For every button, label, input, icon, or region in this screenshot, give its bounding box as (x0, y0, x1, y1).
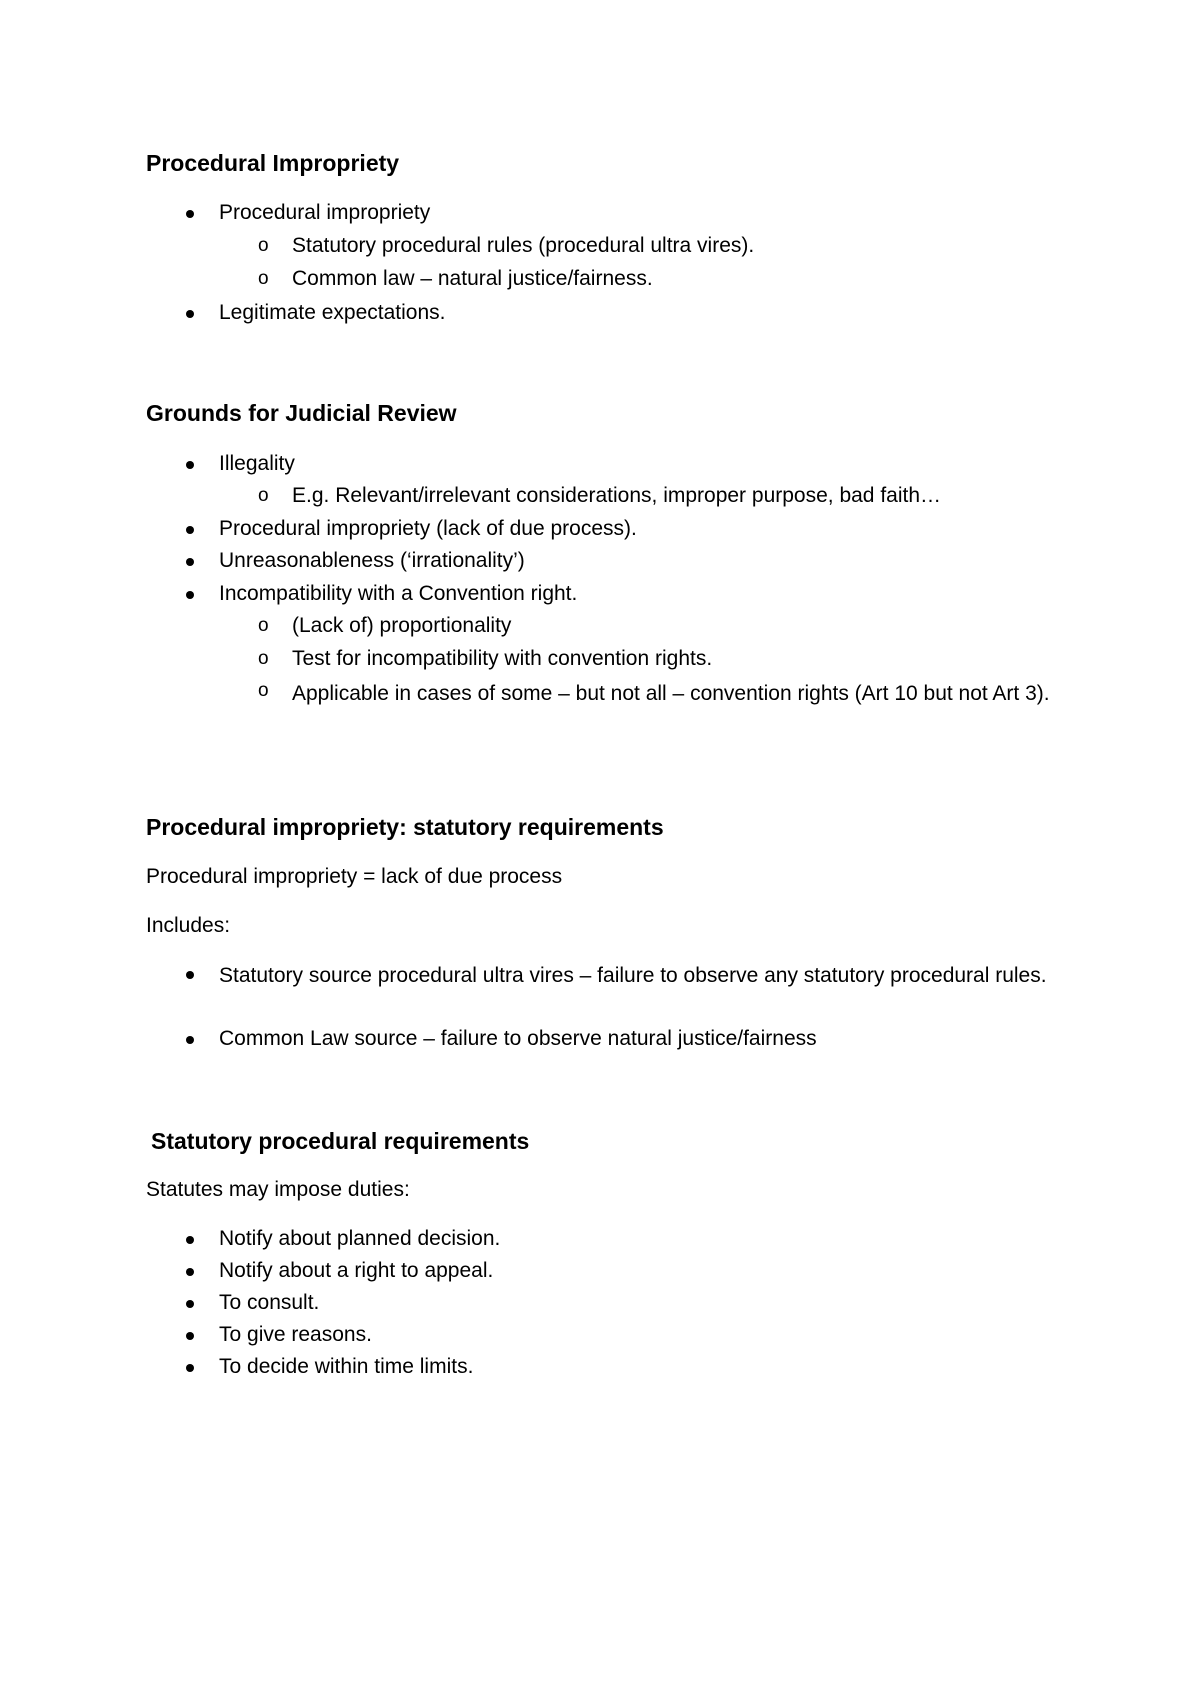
bullet-icon (186, 1364, 194, 1372)
circle-bullet-icon: o (258, 615, 269, 636)
paragraph: Procedural impropriety = lack of due process (146, 865, 563, 888)
sub-list-item: o Applicable in cases of some – but not all – convention rights (Art 10 but not Art 3). (146, 677, 1046, 743)
bullet-icon (186, 591, 194, 599)
section-heading: Procedural Impropriety (146, 150, 400, 176)
section-heading: Procedural impropriety: statutory requirements (146, 814, 664, 840)
document-page: Procedural Impropriety Procedural impropriety o Statutory procedural rules (procedural ultra vires). o Common law – natural justice/fairness. Legitimate expectations. Grounds for Judicial Review Illegality o E.g. Relevant/irrelevant considerations, improper purpose, bad faith… Procedural impropriety (lack of due process). Unreasonableness (‘irrationality’) Incompatibility with a Convention right. o (Lack of) proportionality o Test for incompatibility with convention rights. o Applicable in cases of some – but not all – convention rights (Art 10 but not Art 3). Procedural impropriety: statutory requirements Procedural impropriety = lack of due process Includes: Statutory source procedural ultra vires – failure to observe any statutory procedural rules. Common Law source – failure to observe natural justice/fairness Statutory procedural requirements Statutes may impose duties: Notify about planned decision. Notify about a right to appeal. To consult. To give reasons. To decide within time limits. (0, 0, 1200, 1698)
circle-bullet-icon: o (258, 680, 269, 701)
bullet-icon (186, 461, 194, 469)
paragraph: Includes: (146, 914, 231, 937)
circle-bullet-icon: o (258, 648, 269, 669)
bullet-icon (186, 210, 194, 218)
bullet-icon (186, 1300, 194, 1308)
section-heading: Statutory procedural requirements (151, 1128, 530, 1154)
bullet-icon (186, 310, 194, 318)
bullet-icon (186, 1036, 194, 1044)
bullet-icon (186, 971, 194, 979)
bullet-icon (186, 526, 194, 534)
section-heading: Grounds for Judicial Review (146, 400, 457, 426)
paragraph: Statutes may impose duties: (146, 1178, 410, 1201)
list-item: Statutory source procedural ultra vires – failure to observe any statutory procedural rules. (146, 960, 1086, 1026)
bullet-icon (186, 1236, 194, 1244)
circle-bullet-icon: o (258, 485, 269, 506)
bullet-icon (186, 1332, 194, 1340)
circle-bullet-icon: o (258, 268, 269, 289)
bullet-icon (186, 1268, 194, 1276)
bullet-icon (186, 558, 194, 566)
circle-bullet-icon: o (258, 235, 269, 256)
